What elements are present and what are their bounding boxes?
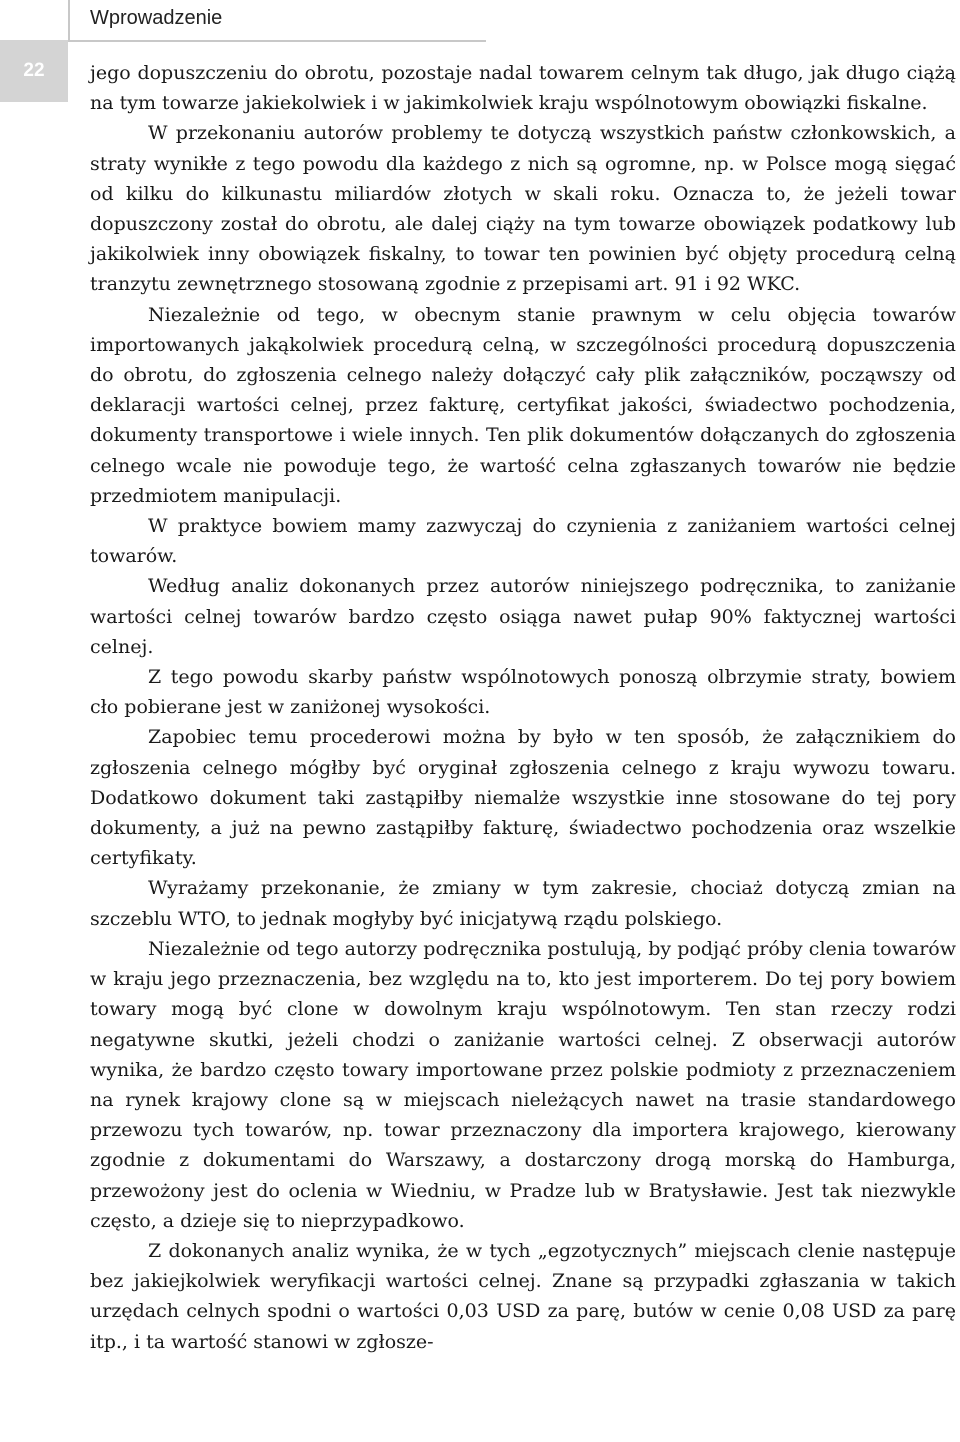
paragraph: jego dopuszczeniu do obrotu, pozostaje nadal towarem celnym tak długo, jak długo ciążą na tym towarze jakiekolwiek i w jakimkolwiek kraju wspólnotowym obowiązki fiskalne.	[90, 62, 956, 115]
paragraph: Niezależnie od tego autorzy podręcznika postulują, by podjąć próby clenia towarów w kraju jego przeznaczenia, bez względu na to, kto jest importerem. Do tej pory bowiem towary mogą być clone w dowolnym kraju wspólnotowym. Ten stan rzeczy rodzi negatywne skutki, jeżeli chodzi o zaniżanie wartości celnej. Z obserwacji autorów wynika, że bardzo często towary importowane przez polskie podmioty z przeznaczeniem na rynek krajowy clone są w miejscach nieleżących nawet na trasie standardowego przewozu tych towarów, np. towar przeznaczony dla importera krajowego, kierowany zgodnie z dokumentami do Warszawy, a dostarczony drogą morską do Hamburga, przewożony jest do oclenia w Wiedniu, w Pradze lub w Bratysławie. Jest tak niezwykle często, a dzieje się to nieprzypadkowo.	[90, 937, 956, 1232]
header-divider-vertical	[68, 0, 70, 42]
paragraph: Zapobiec temu procederowi można by było w ten sposób, że załącznikiem do zgłoszenia celnego mógłby być oryginał zgłoszenia celnego z kraju wywozu towaru. Dodatkowo dokument taki zastąpiłby niemalże wszystkie inne stosowane do tej pory dokumenty, a już na pewno zastąpiłby fakturę, świadectwo pochodzenia oraz wszelkie certyfikaty.	[90, 726, 956, 870]
running-header-title: Wprowadzenie	[90, 7, 223, 29]
page-number-tab	[0, 40, 68, 102]
paragraph: Z tego powodu skarby państw wspólnotowych ponoszą olbrzymie straty, bowiem cło pobierane jest w zaniżonej wysokości.	[90, 666, 956, 719]
paragraph: Z dokonanych analiz wynika, że w tych „egzotycznych” miejscach clenie następuje bez jakiejkolwiek weryfikacji wartości celnej. Znane są przypadki zgłaszania w takich urzędach celnych spodni o wartości 0,03 USD za parę, butów w cenie 0,08 USD za parę itp., i ta wartość stanowi w zgłosze-	[90, 1239, 956, 1353]
paragraph: W praktyce bowiem mamy zazwyczaj do czynienia z zaniżaniem wartości celnej towarów.	[90, 515, 956, 568]
paragraph: Wyrażamy przekonanie, że zmiany w tym zakresie, chociaż dotyczą zmian na szczeblu WTO, to jednak mogłyby być inicjatywą rządu polskiego.	[90, 877, 956, 930]
page-number: 22	[23, 60, 45, 81]
paragraph: Według analiz dokonanych przez autorów niniejszego podręcznika, to zaniżanie wartości celnej towarów bardzo często osiąga nawet pułap 90% faktycznej wartości celnej.	[90, 575, 956, 658]
paragraph: Niezależnie od tego, w obecnym stanie prawnym w celu objęcia towarów importowanych jakąkolwiek procedurą celną, w szczególności procedurą dopuszczenia do obrotu, do zgłoszenia celnego należy dołączyć cały plik załączników, począwszy od deklaracji wartości celnej, przez fakturę, certyfikat jakości, świadectwo pochodzenia, dokumenty transportowe i wiele innych. Ten plik dokumentów dołączanych do zgłoszenia celnego wcale nie powoduje tego, że wartość celna zgłaszanych towarów nie będzie przedmiotem manipulacji.	[90, 303, 956, 507]
paragraph: W przekonaniu autorów problemy te dotyczą wszystkich państw członkowskich, a straty wynikłe z tego powodu dla każdego z nich są ogromne, np. w Polsce mogą sięgać od kilku do kilkunastu miliardów złotych w skali roku. Oznacza to, że jeżeli towar dopuszczony został do obrotu, ale dalej ciąży na tym towarze obowiązek podatkowy lub jakikolwiek inny obowiązek fiskalny, to towar ten powinien być objęty procedurą celną tranzytu zewnętrznego stosowaną zgodnie z przepisami art. 91 i 92 WKC.	[90, 122, 956, 296]
body-text	[90, 58, 956, 1357]
header-divider-horizontal	[68, 40, 486, 42]
